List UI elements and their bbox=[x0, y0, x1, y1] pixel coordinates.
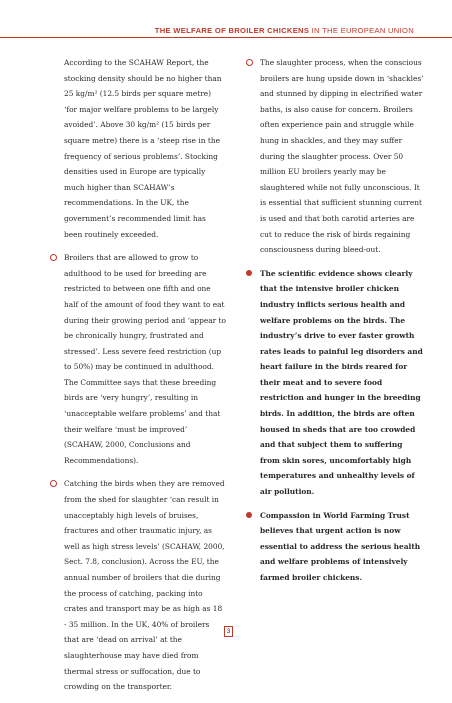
open-bullet-icon bbox=[50, 254, 57, 261]
bullet-ciwf bbox=[246, 508, 424, 586]
filled-bullet-icon bbox=[246, 512, 252, 518]
header-rule bbox=[0, 37, 452, 38]
bullet-slaughter bbox=[246, 55, 424, 258]
bullet-text: Broilers that are allowed to grow to adulthood to be used for breeding are restricted to between one fifth and one half of the amount of food they want to eat during their growing period and ‘appear to be chronically hungry, frustrated and stressed’. Less severe feed restriction (up to 50%) may be continued in adulthood. The Committee says that these breeding birds are ‘very hungry’, resulting in ‘unacceptable welfare problems’ and that their welfare ‘must be improved’ (SCAHAW, 2000, Conclusions and Recommendations). bbox=[64, 253, 226, 465]
left-column bbox=[50, 55, 226, 703]
intro-text: According to the SCAHAW Report, the stocking density should be no higher than 25 kg/m² (12.5 birds per square metre) ‘for major welfare problems to be largely avoided’. Above 30 kg/m² (15 birds per square metre) there is a ‘steep rise in the frequency of serious problems’. Stocking densities used in Europe are typically much higher than SCAHAW’s recommendations. In the UK, the government’s recommended limit has been routinely exceeded. bbox=[64, 58, 222, 239]
open-bullet-icon bbox=[246, 59, 253, 66]
bullet-breeding-birds bbox=[50, 250, 226, 468]
open-bullet-icon bbox=[50, 480, 57, 487]
bullet-catching bbox=[50, 476, 226, 694]
bullet-text: Catching the birds when they are removed from the shed for slaughter ‘can result in unacceptably high levels of bruises, fractures and other traumatic injury, as well as high stress levels’ (SCAHAW, 2000, Sect. 7.8, conclusion). Across the EU, the annual number of broilers that die during the process of catching, packing into crates and transport may be as high as 18 - 35 million. In the UK, 40% of broilers that are ‘dead on arrival’ at the slaughterhouse may have died from thermal stress or suffocation, due to crowding on the transporter. bbox=[64, 479, 225, 692]
bullet-scientific-evidence bbox=[246, 266, 424, 500]
bullet-text: The slaughter process, when the conscious broilers are hung upside down in ‘shackles’ and stunned by dipping in electrified water baths, is also cause for concern. Broilers often experience pain and struggle while hung in shackles, and they may suffer during the slaughter process. Over 50 million EU broilers yearly may be slaughtered while not fully unconscious. It is essential that sufficient stunning current is used and that both carotid arteries are cut to reduce the risk of birds regaining consciousness during bleed-out. bbox=[260, 58, 424, 255]
bullet-text: The scientific evidence shows clearly that the intensive broiler chicken industry inflicts serious health and welfare problems on the birds. The industry’s drive to ever faster growth rates leads to painful leg disorders and heart failure in the birds reared for their meat and to severe food restriction and hunger in the breeding birds. In addition, the birds are often housed in sheds that are too crowded and that subject them to suffering from skin sores, uncomfortably high temperatures and unhealthy levels of air pollution. bbox=[260, 268, 423, 497]
running-header bbox=[155, 26, 414, 35]
header-title-rest: IN THE EUROPEAN UNION bbox=[309, 26, 414, 35]
page-number: 3 bbox=[224, 626, 233, 637]
filled-bullet-icon bbox=[246, 270, 252, 276]
bullet-text: Compassion in World Farming Trust believes that urgent action is now essential to address the serious health and welfare problems of intensively farmed broiler chickens. bbox=[260, 510, 421, 582]
header-title-bold: THE WELFARE OF BROILER CHICKENS bbox=[154, 26, 310, 35]
intro-paragraph bbox=[50, 55, 226, 242]
right-column bbox=[246, 55, 424, 594]
